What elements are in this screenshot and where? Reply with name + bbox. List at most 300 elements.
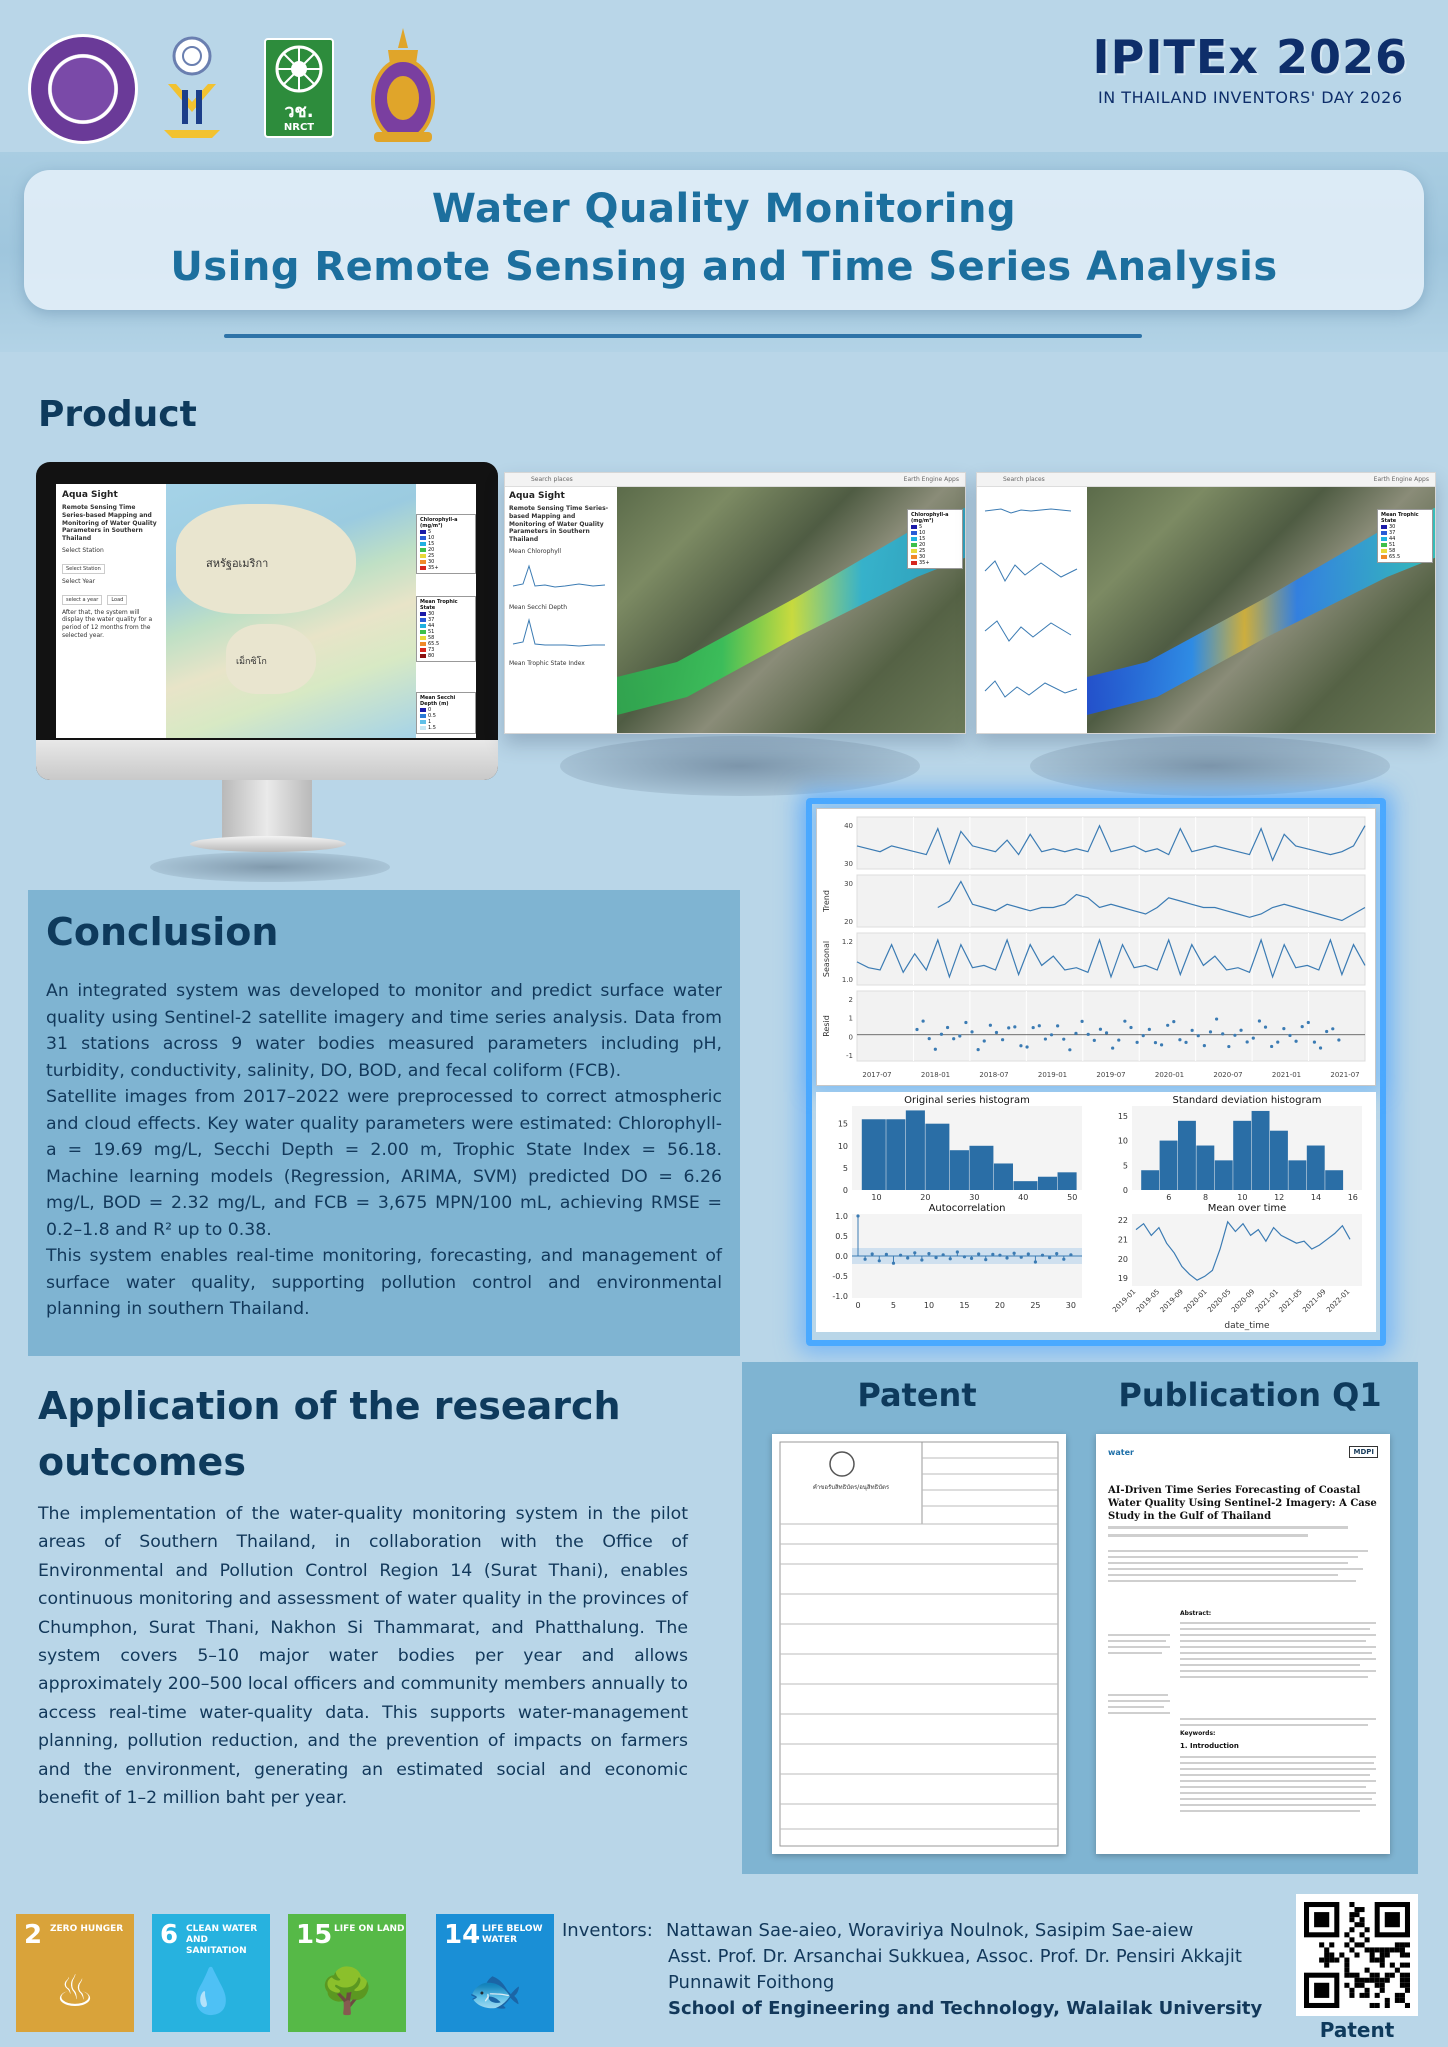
orig-hist-bar: [925, 1124, 949, 1190]
resid-point: [1062, 1038, 1065, 1041]
legend-entry-label: 10: [919, 530, 926, 536]
publication-heading: Publication Q1: [1118, 1376, 1382, 1414]
resid-point: [952, 1037, 955, 1040]
autocorr-point: [984, 1258, 987, 1261]
legend-entry-label: 51: [428, 629, 435, 635]
qr-module: [1390, 1973, 1395, 1978]
resid-point: [1001, 1038, 1004, 1041]
decomp-y-tick: -1: [846, 1052, 853, 1060]
select-year-dropdown[interactable]: select a year: [62, 595, 102, 605]
std-hist-y-tick: 0: [1122, 1186, 1128, 1195]
search-places-box-2[interactable]: Search places: [1003, 476, 1045, 483]
qr-module: [1360, 1922, 1365, 1927]
nrct-label: NRCT: [283, 122, 315, 133]
mini-chart-chlorophyll: [509, 556, 609, 596]
university-seal-logo: [28, 34, 138, 144]
legend-entry-label: 35+: [428, 565, 439, 571]
map-view[interactable]: [166, 484, 416, 738]
resid-point: [1129, 1026, 1132, 1029]
std-hist-bar: [1288, 1160, 1306, 1190]
legend-swatch: [1381, 525, 1387, 529]
qr-module: [1365, 1978, 1370, 1983]
resid-point: [1056, 1024, 1059, 1027]
monitor-base: [190, 836, 346, 852]
publication-title: AI-Driven Time Series Forecasting of Coastal Water Quality Using Sentinel-2 Imagery: A Case Study in the Gulf of Thailand: [1108, 1485, 1377, 1522]
resid-point: [1050, 1033, 1053, 1036]
qr-module: [1349, 1902, 1354, 1907]
select-station-label: Select Station: [62, 546, 104, 554]
decomp-x-tick: 2021-01: [1271, 1071, 1302, 1079]
publication-text-lines: [1096, 1434, 1390, 1854]
legend-secchi-title: Mean Secchi Depth (m): [420, 695, 456, 707]
qr-module: [1360, 1932, 1365, 1937]
resid-point: [958, 1034, 961, 1037]
patent-qr-code[interactable]: [1296, 1894, 1418, 2016]
qr-module: [1405, 1983, 1410, 1988]
poster-title-line-1: Water Quality Monitoring: [431, 186, 1017, 232]
decomp-y-tick: 30: [844, 860, 853, 868]
legend-entry-label: 30: [919, 554, 926, 560]
institute-logo: [160, 34, 224, 142]
resid-point: [934, 1048, 937, 1051]
autocorr-point: [885, 1253, 888, 1256]
legend-swatch: [420, 708, 426, 712]
legend-swatch: [911, 525, 917, 529]
monitor-bezel: [36, 740, 498, 780]
decomp-x-tick: 2021-07: [1330, 1071, 1360, 1079]
qr-module: [1400, 1978, 1405, 1983]
qr-module: [1334, 1958, 1339, 1963]
qr-module: [1400, 1947, 1405, 1952]
autocorr-point: [920, 1258, 923, 1261]
qr-module: [1354, 1912, 1359, 1917]
qr-module: [1370, 2003, 1375, 2008]
patent-form-header: คำขอรับสิทธิบัตร/อนุสิทธิบัตร: [812, 1484, 890, 1491]
introduction-heading: 1. Introduction: [1180, 1742, 1239, 1750]
qr-module: [1354, 1983, 1359, 1988]
autocorr-point: [913, 1251, 916, 1254]
autocorr-point: [1013, 1252, 1016, 1255]
qr-module: [1400, 1952, 1405, 1957]
resid-point: [983, 1039, 986, 1042]
decomp-x-tick: 2020-07: [1213, 1071, 1243, 1079]
qr-module: [1405, 1963, 1410, 1968]
select-station-dropdown[interactable]: Select Station: [62, 564, 105, 574]
qr-module: [1370, 1947, 1375, 1952]
legend-entry-label: 10: [428, 535, 435, 541]
decomp-y-label: Trend: [822, 890, 831, 912]
resid-point: [1019, 1044, 1022, 1047]
legend-entry-label: 44: [428, 623, 435, 629]
legend-entry-label: 58: [1389, 548, 1396, 554]
autocorr-point: [892, 1262, 895, 1265]
resid-point: [1307, 1021, 1310, 1024]
patent-heading: Patent: [857, 1376, 977, 1414]
keywords-label: Keywords:: [1180, 1730, 1216, 1737]
qr-module: [1344, 1958, 1349, 1963]
patent-document: [772, 1434, 1066, 1854]
screenshot-2-legend: [1377, 509, 1433, 563]
qr-module: [1370, 1952, 1375, 1957]
mean-time-title: Mean over time: [1207, 1203, 1287, 1214]
legend-swatch: [420, 554, 426, 558]
autocorr-point: [998, 1254, 1001, 1257]
chlorophyll-legend: [416, 514, 476, 574]
qr-module: [1339, 1952, 1344, 1957]
resid-point: [1233, 1034, 1236, 1037]
sdg-15-tile: [288, 1914, 406, 2032]
autocorr-point: [1005, 1256, 1008, 1259]
resid-point: [1252, 1037, 1255, 1040]
mean-time-y-tick: 20: [1117, 1254, 1128, 1264]
ipitex-subtitle: IN THAILAND INVENTORS' DAY 2026: [1098, 88, 1403, 107]
qr-module: [1405, 1978, 1410, 1983]
orig-hist-bar: [994, 1163, 1013, 1190]
qr-module: [1400, 1993, 1405, 1998]
std-hist-x-tick: 8: [1203, 1193, 1209, 1202]
legend-entry-label: 37: [428, 617, 435, 623]
monitor-screen: [56, 484, 476, 738]
abstract-label: Abstract:: [1180, 1610, 1212, 1617]
resid-point: [1136, 1041, 1139, 1044]
resid-point: [1172, 1020, 1175, 1023]
legend-entry-label: 20: [428, 547, 435, 553]
legend-swatch: [1381, 531, 1387, 535]
search-places-box[interactable]: Search places: [531, 476, 573, 483]
qr-module: [1344, 1983, 1349, 1988]
sdg-6-label: CLEAN WATER AND SANITATION: [186, 1924, 258, 1956]
qr-module: [1324, 1958, 1329, 1963]
qr-module: [1400, 1942, 1405, 1947]
qr-module: [1380, 1958, 1385, 1963]
qr-module: [1324, 1947, 1329, 1952]
legend-swatch: [420, 566, 426, 570]
qr-module: [1395, 1947, 1400, 1952]
sdg-14-number: 14: [444, 1920, 481, 1950]
qr-module: [1405, 2003, 1410, 2008]
qr-module: [1360, 1993, 1365, 1998]
satellite-imagery-2[interactable]: [1087, 487, 1436, 734]
mean-time-x-tick: 2020-01: [1182, 1287, 1209, 1315]
qr-module: [1354, 1973, 1359, 1978]
qr-module: [1385, 1952, 1390, 1957]
app-screenshot-trophic: [976, 472, 1436, 734]
resid-point: [1301, 1025, 1304, 1028]
inventors-line-2: Asst. Prof. Dr. Arsanchai Sukkuea, Assoc. Prof. Dr. Pensiri Akkajit: [668, 1946, 1242, 1967]
inventors-line-1: Nattawan Sae-aieo, Woraviriya Noulnok, Sasipim Sae-aiew: [666, 1920, 1194, 1941]
app-description: Remote Sensing Time Series-based Mapping and Monitoring of Water Quality Parameters in Southern Thailand: [62, 504, 157, 543]
conclusion-paragraph-2: Satellite images from 2017–2022 were preprocessed to correct atmospheric and cloud effects. Key water quality parameters were estimated: Chlorophyll-a = 19.69 mg/L, Secchi Depth = 2.00 m, Trophic State Index = 56.18. Machine learning models (Regression, ARIMA, SVM) predicted DO = 6.26 mg/L, BOD = 2.32 mg/L, and FCB = 3,675 MPN/100 mL, achieving RMSE = 0.2–1.8 and R² up to 0.38.: [46, 1087, 722, 1240]
qr-module: [1385, 2003, 1390, 2008]
resid-point: [1044, 1037, 1047, 1040]
tree-icon: 🌳: [319, 1966, 375, 2017]
qr-module: [1365, 1927, 1370, 1932]
qr-module: [1380, 1952, 1385, 1957]
resid-point: [977, 1048, 980, 1051]
orig-hist-x-tick: 20: [920, 1193, 931, 1202]
resid-point: [1313, 1041, 1316, 1044]
resid-point: [1148, 1028, 1151, 1031]
orig-hist-y-tick: 5: [842, 1163, 848, 1173]
qr-module: [1370, 1973, 1375, 1978]
histograms-svg: [816, 1092, 1376, 1332]
legend-entry-label: 51: [1389, 542, 1396, 548]
legend-swatch: [1381, 537, 1387, 541]
qr-module: [1349, 1937, 1354, 1942]
poster-title-line-2: Using Remote Sensing and Time Series Analysis: [170, 244, 1278, 290]
legend-swatch: [911, 531, 917, 535]
resid-point: [915, 1028, 918, 1031]
qr-module: [1354, 1907, 1359, 1912]
earth-engine-apps-label: Earth Engine Apps: [903, 476, 959, 483]
legend-entry-label: 5: [428, 529, 432, 535]
resid-point: [1288, 1034, 1291, 1037]
autocorr-point: [899, 1254, 902, 1257]
legend-swatch: [911, 555, 917, 559]
autocorr-y-tick: 0.0: [835, 1252, 848, 1261]
std-hist-title: Standard deviation histogram: [1172, 1095, 1322, 1106]
legend-entry-label: 25: [919, 548, 926, 554]
qr-module: [1395, 1942, 1400, 1947]
app-top-bar: [505, 473, 965, 487]
resid-point: [1276, 1041, 1279, 1044]
qr-module: [1390, 1947, 1395, 1952]
legend-entry-label: 20: [919, 542, 926, 548]
std-hist-bar: [1160, 1141, 1178, 1190]
resid-point: [928, 1037, 931, 1040]
resid-point: [970, 1030, 973, 1033]
legend-swatch: [420, 726, 426, 730]
qr-module: [1395, 1968, 1400, 1973]
application-heading: Application of the research outcomes: [38, 1384, 621, 1484]
legend-entry-label: 44: [1389, 536, 1396, 542]
decomp-x-tick: 2018-01: [920, 1071, 951, 1079]
qr-module: [1365, 1968, 1370, 1973]
autocorr-y-tick: 1.0: [835, 1212, 848, 1221]
legend-swatch: [420, 542, 426, 546]
screenshot-2-shadow: [1030, 736, 1390, 796]
resid-point: [1184, 1041, 1187, 1044]
orig-hist-y-tick: 10: [837, 1141, 848, 1151]
app-screenshot-chlorophyll: [504, 472, 966, 734]
legend-swatch: [420, 548, 426, 552]
map-label-usa: สหรัฐอเมริกา: [206, 557, 269, 570]
histogram-charts: [816, 1092, 1376, 1332]
qr-module: [1329, 1952, 1334, 1957]
legend-swatch: [420, 654, 426, 658]
legend-entry-label: 65.5: [428, 641, 440, 647]
std-hist-x-tick: 10: [1237, 1193, 1248, 1202]
autocorr-x-tick: 5: [890, 1301, 897, 1310]
autocorr-y-tick: 0.5: [835, 1232, 848, 1241]
legend-entry-label: 5: [919, 524, 923, 530]
legend-swatch: [420, 720, 426, 724]
autocorr-point: [956, 1250, 959, 1253]
qr-module: [1405, 1988, 1410, 1993]
patent-form-svg: [772, 1434, 1066, 1854]
orig-hist-bar: [862, 1119, 886, 1190]
publisher-badge: MDPI: [1349, 1446, 1378, 1458]
qr-module: [1360, 1942, 1365, 1947]
autocorr-title: Autocorrelation: [928, 1203, 1006, 1214]
decomp-x-tick: 2018-07: [979, 1071, 1009, 1079]
nrct-logo: [264, 38, 334, 138]
resid-point: [1178, 1038, 1181, 1041]
decomposition-svg: [817, 809, 1377, 1087]
autocorr-point: [1055, 1252, 1058, 1255]
orig-hist-bar: [950, 1150, 969, 1190]
app-top-bar-2: [977, 473, 1435, 487]
qr-module: [1319, 1942, 1324, 1947]
legend-entry: [420, 725, 472, 731]
qr-module: [1344, 1968, 1349, 1973]
qr-module: [1344, 1942, 1349, 1947]
qr-module: [1319, 1958, 1324, 1963]
resid-point: [946, 1026, 949, 1029]
resid-point: [1166, 1024, 1169, 1027]
mean-time-x-tick: 2022-01: [1325, 1287, 1352, 1315]
qr-module: [1344, 1932, 1349, 1937]
legend-swatch: [420, 636, 426, 640]
autocorr-point: [856, 1214, 859, 1217]
resid-point: [1025, 1045, 1028, 1048]
orig-hist-bar: [1038, 1177, 1057, 1190]
legend-swatch: [911, 549, 917, 553]
legend-swatch: [420, 624, 426, 628]
resid-point: [989, 1024, 992, 1027]
orig-hist-x-tick: 40: [1018, 1193, 1029, 1202]
decomp-y-tick: 1: [848, 1014, 853, 1023]
qr-module: [1385, 1998, 1390, 2003]
autocorr-point: [871, 1252, 874, 1255]
screenshot-1-shadow: [560, 736, 920, 796]
autocorr-x-tick: 30: [1065, 1301, 1076, 1310]
legend-swatch: [1381, 549, 1387, 553]
fish-icon: 🐟: [467, 1966, 523, 2017]
legend-entry: [420, 653, 472, 659]
sdg-15-number: 15: [296, 1920, 333, 1950]
orig-hist-y-tick: 0: [842, 1186, 848, 1195]
conclusion-paragraph-3: This system enables real-time monitoring, forecasting, and management of surface water quality, supporting pollution control and environmental planning in southern Thailand.: [46, 1246, 722, 1319]
logo-row: [28, 28, 468, 148]
resid-point: [1319, 1046, 1322, 1049]
qr-module: [1349, 1912, 1354, 1917]
legend-entry-label: 30: [1389, 524, 1396, 530]
qr-module: [1324, 1952, 1329, 1957]
application-body: The implementation of the water-quality monitoring system in the pilot areas of Southern Thailand, in collaboration with the Office of Environmental and Pollution Control Region 14 (Surat Thani), enables continuous monitoring and assessment of water quality in the provinces of Chumphon, Surat Thani, Nakhon Si Thammarat, and Phatthalung. The system covers 5–10 major water bodies per year and allows approximately 200–500 local officers and community members annually to access real-time water-quality data. This supports water-management planning, pollution reduction, and the prevention of impacts on farmers and the environment, generating an estimated social and economic benefit of 1–2 million baht per year.: [38, 1504, 688, 1809]
resid-point: [1258, 1019, 1261, 1022]
orig-hist-bar: [886, 1119, 905, 1190]
mean-time-y-tick: 19: [1117, 1274, 1128, 1284]
autocorr-point: [863, 1258, 866, 1261]
qr-module: [1385, 1978, 1390, 1983]
ipitex-title: IPITEx 2026: [1092, 30, 1408, 84]
garuda-emblem-icon: [830, 1452, 854, 1476]
qr-module: [1375, 1978, 1380, 1983]
qr-module: [1344, 1973, 1349, 1978]
resid-point: [1227, 1045, 1230, 1048]
autocorr-point: [970, 1257, 973, 1260]
qr-module: [1354, 1952, 1359, 1957]
orig-hist-bar: [906, 1110, 925, 1190]
resid-point: [1325, 1030, 1328, 1033]
qr-module: [1349, 1917, 1354, 1922]
autocorr-point: [963, 1255, 966, 1258]
legend-swatch: [1381, 543, 1387, 547]
autocorr-point: [934, 1256, 937, 1259]
publication-document: [1096, 1434, 1390, 1854]
legend-swatch: [420, 530, 426, 534]
sdg-6-tile: [152, 1914, 270, 2032]
sdg-2-label: ZERO HUNGER: [50, 1924, 124, 1934]
satellite-imagery[interactable]: [617, 487, 966, 734]
qr-module: [1360, 1917, 1365, 1922]
app-name: Aqua Sight: [62, 490, 118, 500]
decomp-y-tick: 20: [844, 918, 853, 926]
legend-swatch: [420, 642, 426, 646]
resid-point: [1142, 1034, 1145, 1037]
qr-module: [1349, 1973, 1354, 1978]
qr-module: [1395, 1993, 1400, 1998]
legend-swatch: [911, 543, 917, 547]
resid-point: [1215, 1017, 1218, 1020]
qr-module: [1380, 1978, 1385, 1983]
qr-module: [1390, 1963, 1395, 1968]
qr-module: [1349, 1927, 1354, 1932]
autocorr-y-tick: -0.5: [832, 1272, 848, 1281]
qr-module: [1354, 1922, 1359, 1927]
qr-module: [1380, 1988, 1385, 1993]
royal-crest-logo: [368, 28, 438, 146]
nrct-thai-text: วช.: [284, 101, 314, 122]
autocorr-point: [977, 1252, 980, 1255]
secchi-legend: [416, 692, 476, 734]
orig-hist-x-tick: 30: [969, 1193, 980, 1202]
qr-module: [1360, 1983, 1365, 1988]
trophic-legend: [416, 596, 476, 662]
legend-entry-label: 73: [428, 647, 435, 653]
decomp-y-tick: 1.0: [841, 976, 853, 984]
legend-entry-label: 80: [428, 653, 435, 659]
resid-point: [1080, 1020, 1083, 1023]
decomp-y-label: Seasonal: [822, 940, 831, 978]
title-divider: [224, 334, 1142, 338]
decomp-x-tick: 2019-01: [1037, 1071, 1068, 1079]
qr-module: [1349, 1947, 1354, 1952]
screenshot-1-side-panel: [505, 487, 617, 734]
qr-module: [1395, 1998, 1400, 2003]
qr-module: [1400, 1973, 1405, 1978]
resid-point: [964, 1021, 967, 1024]
legend-swatch: [420, 714, 426, 718]
orig-hist-bar: [1013, 1181, 1037, 1190]
qr-module: [1375, 1983, 1380, 1988]
decomp-x-tick: 2019-07: [1096, 1071, 1126, 1079]
decomp-panel-bg: [857, 817, 1365, 869]
load-button[interactable]: Load: [107, 595, 127, 605]
product-heading: Product: [38, 394, 197, 435]
conclusion-paragraph-1: An integrated system was developed to monitor and predict surface water quality using Sentinel-2 satellite imagery and time series analysis. Data from 31 stations across 9 water bodies measured parameters including pH, turbidity, conductivity, salinity, DO, BOD, and fecal coliform (FCB).: [46, 981, 722, 1081]
bowl-icon: ♨: [55, 1966, 95, 2017]
qr-module: [1385, 1973, 1390, 1978]
app-name-2: Aqua Sight: [509, 491, 565, 501]
qr-module: [1380, 1983, 1385, 1988]
legend-swatch: [420, 618, 426, 622]
qr-module: [1370, 1978, 1375, 1983]
qr-caption: Patent: [1319, 2018, 1395, 2042]
mini-chart-title-1: Mean Chlorophyll: [509, 547, 562, 555]
conclusion-body: [46, 978, 722, 1323]
